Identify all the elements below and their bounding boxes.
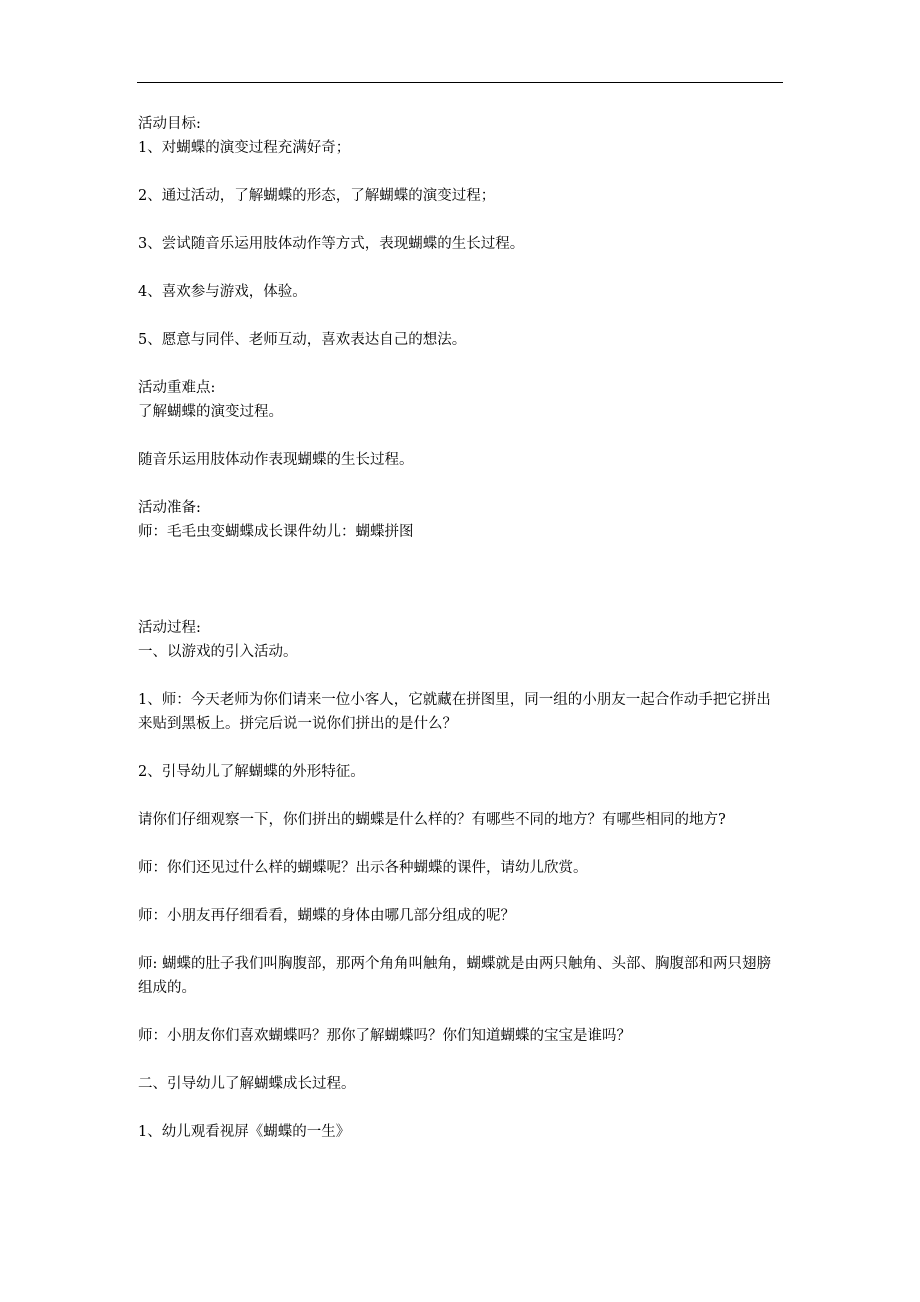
preparation-heading: 活动准备: xyxy=(138,500,201,516)
goal-item-1: 1、对蝴蝶的演变过程充满好奇； xyxy=(138,140,351,156)
process-heading: 活动过程: xyxy=(138,620,201,636)
process-paragraph-1: 1、师：今天老师为你们请来一位小客人，它就藏在拼图里，同一组的小朋友一起合作动手把它拼出来贴到黑板上。拼完后说一说你们拼出的是什么？ xyxy=(138,692,771,732)
goal-item-3: 3、尝试随音乐运用肢体动作等方式，表现蝴蝶的生长过程。 xyxy=(138,236,525,252)
header-rule xyxy=(137,82,783,83)
key-points-heading: 活动重难点: xyxy=(138,380,216,396)
preparation-item: 师：毛毛虫变蝴蝶成长课件幼儿：蝴蝶拼图 xyxy=(138,524,414,540)
process-paragraph-6: 师: 蝴蝶的肚子我们叫胸腹部，那两个角角叫触角，蝴蝶就是由两只触角、头部、胸腹部和两只翅膀组成的。 xyxy=(138,956,771,996)
goal-item-5: 5、愿意与同伴、老师互动，喜欢表达自己的想法。 xyxy=(138,332,467,348)
process-paragraph-7: 师：小朋友你们喜欢蝴蝶吗？那你了解蝴蝶吗？你们知道蝴蝶的宝宝是谁吗？ xyxy=(138,1028,631,1044)
goal-item-2: 2、通过活动，了解蝴蝶的形态，了解蝴蝶的演变过程； xyxy=(138,188,496,204)
goals-heading: 活动目标: xyxy=(138,116,201,132)
section-2-heading: 二、引导幼儿了解蝴蝶成长过程。 xyxy=(138,1076,356,1092)
key-point-1: 了解蝴蝶的演变过程。 xyxy=(138,404,283,420)
section-1-heading: 一、以游戏的引入活动。 xyxy=(138,644,298,660)
process-paragraph-3: 请你们仔细观察一下，你们拼出的蝴蝶是什么样的？有哪些不同的地方？有哪些相同的地方? xyxy=(138,812,726,828)
key-point-2: 随音乐运用肢体动作表现蝴蝶的生长过程。 xyxy=(138,452,414,468)
process-paragraph-2: 2、引导幼儿了解蝴蝶的外形特征。 xyxy=(138,764,365,780)
process-paragraph-8: 1、幼儿观看视屏《蝴蝶的一生》 xyxy=(138,1124,351,1140)
process-paragraph-5: 师：小朋友再仔细看看，蝴蝶的身体由哪几部分组成的呢？ xyxy=(138,908,515,924)
goal-item-4: 4、喜欢参与游戏，体验。 xyxy=(138,284,307,300)
process-paragraph-4: 师：你们还见过什么样的蝴蝶呢？出示各种蝴蝶的课件，请幼儿欣赏。 xyxy=(138,860,588,876)
